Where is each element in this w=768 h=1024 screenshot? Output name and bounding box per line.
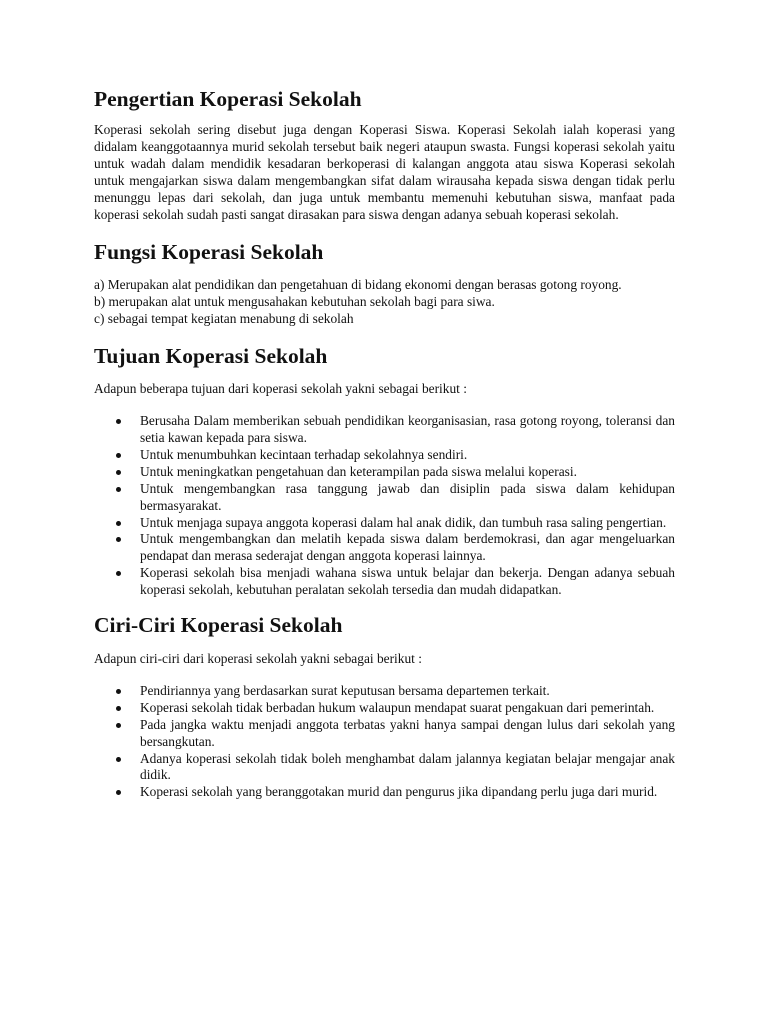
list-item	[140, 717, 675, 751]
bullet-icon	[116, 487, 121, 492]
bullet-icon	[116, 537, 121, 542]
ciri-list	[94, 683, 675, 801]
list-item	[140, 515, 675, 532]
list-item	[140, 751, 675, 785]
fungsi-item: c) sebagai tempat kegiatan menabung di sekolah	[94, 311, 354, 327]
list-item	[140, 413, 675, 447]
document-page	[94, 86, 675, 801]
ciri-intro: Adapun ciri-ciri dari koperasi sekolah yakni sebagai berikut :	[94, 651, 422, 667]
bullet-icon	[116, 470, 121, 475]
list-item-text: Untuk meningkatkan pengetahuan dan keterampilan pada siswa melalui koperasi.	[140, 463, 577, 479]
list-item-text: Koperasi sekolah yang beranggotakan murid dan pengurus jika dipandang perlu juga dari murid.	[140, 784, 658, 800]
list-item	[140, 700, 675, 717]
list-item-text: Untuk mengembangkan rasa tanggung jawab dan disiplin pada siswa dalam kehidupan bermasyarakat.	[140, 480, 675, 513]
heading-tujuan: Tujuan Koperasi Sekolah	[94, 344, 328, 369]
fungsi-list	[94, 277, 675, 328]
tujuan-intro: Adapun beberapa tujuan dari koperasi sekolah yakni sebagai berikut :	[94, 381, 467, 397]
list-item	[140, 447, 675, 464]
list-item	[140, 531, 675, 565]
bullet-icon	[116, 757, 121, 762]
heading-pengertian: Pengertian Koperasi Sekolah	[94, 87, 362, 111]
list-item-text: Untuk menjaga supaya anggota koperasi dalam hal anak didik, dan tumbuh rasa saling pengertian.	[140, 514, 667, 530]
fungsi-item: b) merupakan alat untuk mengusahakan kebutuhan sekolah bagi para siwa.	[94, 294, 495, 310]
bullet-icon	[116, 453, 121, 458]
list-item-text: Pada jangka waktu menjadi anggota terbatas yakni hanya sampai dengan lulus dari sekolah yang bersangkutan.	[140, 716, 675, 749]
list-item	[140, 683, 675, 700]
list-item-text: Berusaha Dalam memberikan sebuah pendidikan keorganisasian, rasa gotong royong, toleransi dan setia kawan kepada para siswa.	[140, 413, 675, 445]
bullet-icon	[116, 571, 121, 576]
list-item-text: Adanya koperasi sekolah tidak boleh menghambat dalam jalannya kegiatan belajar mengajar anak didik.	[140, 750, 675, 783]
list-item-text: Koperasi sekolah tidak berbadan hukum walaupun mendapat suarat pengakuan dari pemerintah.	[140, 699, 655, 715]
bullet-icon	[116, 419, 121, 424]
list-item	[140, 784, 675, 801]
bullet-icon	[116, 706, 121, 711]
bullet-icon	[116, 521, 121, 526]
list-item-text: Pendiriannya yang berdasarkan surat keputusan bersama departemen terkait.	[140, 682, 550, 698]
paragraph-pengertian: Koperasi sekolah sering disebut juga dengan Koperasi Siswa. Koperasi Sekolah ialah koperasi yang didalam keanggotaannya murid sekolah tersebut baik negeri ataupun swasta. Fungsi koperasi sekolah yaitu untuk wadah dalam mendidik kesadaran berkoperasi di kalangan anggota atau siswa Koperasi sekolah untuk mengajarkan siswa dalam mengembangkan sifat dalam wirausaha kepada siswa dengan tidak perlu menunggu lepas dari sekolah, dan juga untuk membantu memenuhi kebutuhan siswa, manfaat pada koperasi sekolah sudah pasti sangat dirasakan para siswa dengan adanya sebuah koperasi sekolah.	[94, 122, 675, 222]
bullet-icon	[116, 790, 121, 795]
heading-ciri-ciri: Ciri-Ciri Koperasi Sekolah	[94, 613, 343, 638]
heading-fungsi: Fungsi Koperasi Sekolah	[94, 240, 324, 265]
list-item	[140, 565, 675, 599]
list-item-text: Untuk mengembangkan dan melatih kepada siswa dalam berdemokrasi, dan agar mengeluarkan pendapat dan merasa sederajat dengan anggota koperasi lainnya.	[140, 531, 675, 564]
bullet-icon	[116, 723, 121, 728]
list-item	[140, 464, 675, 481]
tujuan-list	[94, 413, 675, 599]
list-item-text: Koperasi sekolah bisa menjadi wahana siswa untuk belajar dan bekerja. Dengan adanya sebuah koperasi sekolah, kebutuhan peralatan sekolah tersedia dan mudah didapatkan.	[140, 565, 675, 598]
fungsi-item: a) Merupakan alat pendidikan dan pengetahuan di bidang ekonomi dengan berasas gotong royong.	[94, 277, 622, 293]
list-item-text: Untuk menumbuhkan kecintaan terhadap sekolahnya sendiri.	[140, 446, 468, 462]
bullet-icon	[116, 689, 121, 694]
list-item	[140, 481, 675, 515]
